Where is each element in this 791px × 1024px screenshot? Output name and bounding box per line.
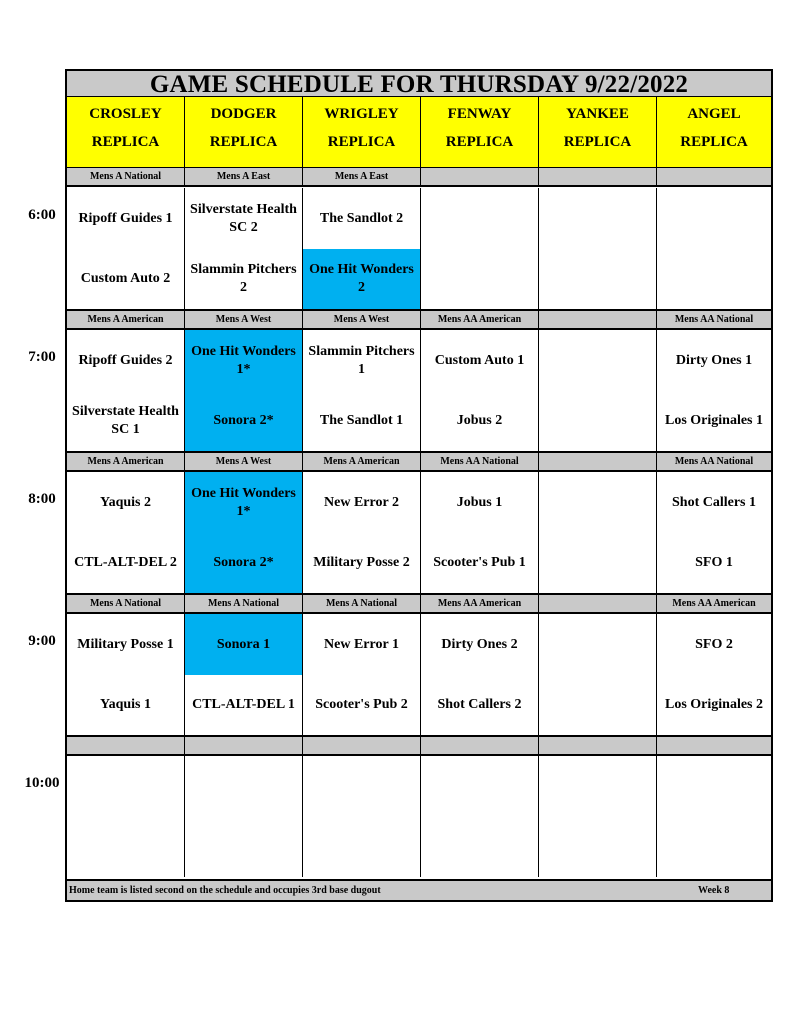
field-header-crosley [67, 97, 185, 169]
field-subtitle: REPLICA [445, 134, 514, 150]
game-entry: Shot Callers 1 [672, 494, 756, 510]
empty-game-cell [539, 391, 656, 451]
field-header-yankee [539, 97, 657, 169]
game-entry: Yaquis 1 [100, 697, 151, 712]
field-name: YANKEE [566, 106, 629, 122]
game-entry: Jobus 2 [456, 413, 503, 428]
time-label: 7:00 [28, 349, 56, 365]
division-label [539, 311, 657, 328]
game-slot [185, 472, 303, 593]
empty-game-cell [185, 756, 302, 817]
game-slot [539, 188, 657, 309]
page-title: GAME SCHEDULE FOR THURSDAY 9/22/2022 [67, 71, 771, 97]
game-slot [67, 756, 185, 877]
empty-game-cell [539, 330, 656, 391]
game-entry: Shot Callers 2 [437, 697, 522, 712]
empty-game-cell [539, 614, 656, 675]
field-name: CROSLEY [89, 106, 162, 122]
empty-game-cell [657, 817, 771, 877]
game-slot [421, 330, 539, 451]
game-slot [421, 472, 539, 593]
empty-game-cell [421, 188, 538, 249]
division-label [539, 453, 657, 470]
game-entry: SFO 2 [695, 636, 733, 652]
game-entry: CTL-ALT-DEL 2 [74, 555, 177, 570]
division-label [539, 737, 657, 754]
field-header-fenway [421, 97, 539, 169]
division-label [421, 168, 539, 185]
empty-game-cell [539, 249, 656, 309]
empty-game-cell [421, 249, 538, 309]
division-label [303, 737, 421, 754]
division-label [67, 737, 185, 754]
division-label: Mens A National [185, 595, 303, 612]
footer-note: Home team is listed second on the schedule and occupies 3rd base dugout [69, 885, 381, 896]
game-entry: Scooter's Pub 2 [315, 697, 408, 712]
game-slot [539, 614, 657, 735]
division-row [67, 167, 771, 187]
game-entry: Slammin Pitchers 1 [308, 343, 415, 377]
empty-game-cell [539, 756, 656, 817]
field-subtitle: REPLICA [563, 134, 632, 150]
division-label: Mens A American [67, 453, 185, 470]
game-entry: SFO 1 [695, 555, 733, 570]
game-slot [657, 188, 771, 309]
game-entry: Silverstate Health SC 1 [72, 404, 179, 437]
division-label [421, 737, 539, 754]
time-label: 10:00 [24, 775, 60, 791]
game-slot [303, 188, 421, 309]
game-slot [303, 330, 421, 451]
empty-game-cell [303, 756, 420, 817]
empty-game-cell [657, 756, 771, 817]
field-header-angel [657, 97, 771, 169]
game-entry: One Hit Wonders 1* [185, 330, 302, 391]
game-entry: Ripoff Guides 2 [78, 352, 173, 368]
game-entry: Sonora 1 [185, 614, 302, 675]
game-slot [657, 472, 771, 593]
game-entry: The Sandlot 2 [319, 210, 404, 226]
game-slot [657, 756, 771, 877]
empty-game-cell [657, 188, 771, 249]
game-entry: Los Originales 2 [664, 697, 763, 712]
game-slot [67, 614, 185, 735]
division-label: Mens A National [67, 595, 185, 612]
game-entry: Silverstate Health SC 2 [190, 201, 297, 235]
field-subtitle: REPLICA [91, 134, 160, 150]
division-label: Mens A West [185, 453, 303, 470]
field-subtitle: REPLICA [209, 134, 278, 150]
game-slot [539, 472, 657, 593]
division-label: Mens A East [303, 168, 421, 185]
empty-game-cell [539, 817, 656, 877]
game-entry: Military Posse 1 [77, 636, 174, 652]
time-label: 6:00 [28, 207, 56, 223]
empty-game-cell [539, 472, 656, 533]
game-slot [67, 472, 185, 593]
game-entry: Jobus 1 [456, 494, 503, 510]
game-entry: CTL-ALT-DEL 1 [192, 697, 295, 712]
game-slot [185, 614, 303, 735]
division-label: Mens A American [303, 453, 421, 470]
field-name: WRIGLEY [324, 106, 399, 122]
game-slot [185, 330, 303, 451]
division-label: Mens AA National [674, 314, 754, 325]
game-entry: Los Originales 1 [664, 413, 763, 428]
footer-bar [67, 879, 771, 900]
division-label: Mens AA American [672, 598, 756, 609]
game-slot [303, 614, 421, 735]
empty-game-cell [67, 817, 184, 877]
empty-game-cell [657, 249, 771, 309]
game-slot [303, 472, 421, 593]
field-header-dodger [185, 97, 303, 169]
field-subtitle: REPLICA [327, 134, 396, 150]
game-entry: Sonora 2* [185, 391, 302, 451]
field-subtitle: REPLICA [680, 134, 748, 150]
empty-game-cell [67, 756, 184, 817]
time-label: 9:00 [28, 633, 56, 649]
division-label [185, 737, 303, 754]
empty-game-cell [539, 533, 656, 593]
empty-game-cell [185, 817, 302, 877]
game-slot [421, 188, 539, 309]
field-name: ANGEL [687, 106, 741, 122]
division-label: Mens AA National [674, 456, 754, 467]
game-slot [421, 614, 539, 735]
game-slot [67, 188, 185, 309]
game-entry: Custom Auto 2 [80, 271, 171, 286]
game-slot [657, 614, 771, 735]
division-row [67, 451, 771, 472]
game-entry: Custom Auto 1 [434, 352, 525, 368]
game-entry: Dirty Ones 1 [675, 352, 753, 368]
game-entry: One Hit Wonders 2 [303, 249, 420, 309]
game-entry: Ripoff Guides 1 [78, 210, 173, 226]
division-label: Mens A West [185, 311, 303, 328]
week-label: Week 8 [698, 885, 730, 896]
division-label: Mens AA American [421, 311, 539, 328]
game-entry: New Error 1 [324, 636, 399, 652]
empty-game-cell [421, 756, 538, 817]
game-entry: Sonora 2* [185, 533, 302, 593]
division-label: Mens A National [67, 168, 185, 185]
field-name: FENWAY [447, 106, 512, 122]
division-row [67, 309, 771, 330]
division-label: Mens A West [303, 311, 421, 328]
game-slot [657, 330, 771, 451]
game-slot [185, 188, 303, 309]
game-slot [421, 756, 539, 877]
game-entry: The Sandlot 1 [319, 413, 404, 428]
schedule-sheet [65, 69, 773, 902]
game-entry: New Error 2 [324, 494, 399, 510]
game-entry: Scooter's Pub 1 [433, 555, 526, 570]
game-slot [303, 756, 421, 877]
division-label [539, 168, 657, 185]
game-slot [67, 330, 185, 451]
game-entry: One Hit Wonders 1* [185, 472, 302, 533]
empty-game-cell [303, 817, 420, 877]
field-name: DODGER [210, 106, 277, 122]
empty-game-cell [539, 188, 656, 249]
game-entry: Dirty Ones 2 [441, 636, 518, 652]
division-label: Mens A East [185, 168, 303, 185]
game-slot [185, 756, 303, 877]
game-slot [539, 756, 657, 877]
time-label: 8:00 [28, 491, 56, 507]
game-entry: Slammin Pitchers 2 [190, 262, 297, 295]
division-label: Mens A American [67, 311, 185, 328]
division-label [657, 737, 771, 754]
division-label: Mens AA National [421, 453, 539, 470]
empty-game-cell [421, 817, 538, 877]
division-row [67, 593, 771, 614]
game-entry: Yaquis 2 [100, 494, 151, 510]
division-row [67, 735, 771, 756]
division-label [657, 168, 771, 185]
division-label [539, 595, 657, 612]
game-slot [539, 330, 657, 451]
empty-game-cell [539, 675, 656, 735]
division-label: Mens A National [303, 595, 421, 612]
division-label: Mens AA American [421, 595, 539, 612]
game-entry: Military Posse 2 [313, 555, 410, 570]
field-header-wrigley [303, 97, 421, 169]
